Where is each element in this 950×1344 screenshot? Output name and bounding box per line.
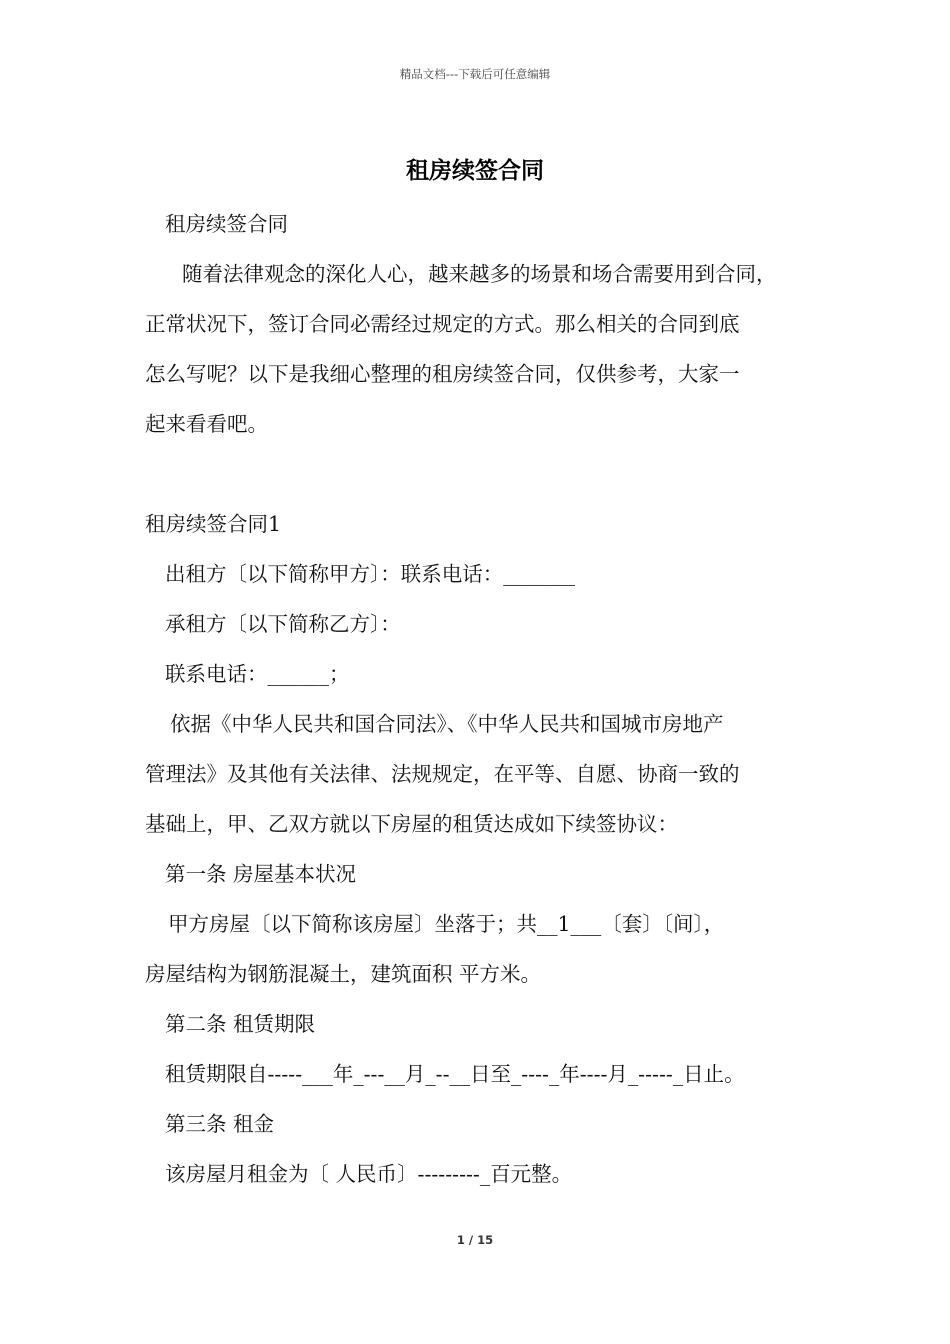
article-heading: 第一条 房屋基本状况 <box>165 862 357 886</box>
document-title: 租房续签合同 <box>406 158 544 184</box>
phone-line: 联系电话：______； <box>165 662 350 686</box>
paragraph-line: 怎么写呢？以下是我细心整理的租房续签合同，仅供参考，大家一 <box>145 362 740 386</box>
paragraph-line: 基础上，甲、乙双方就以下房屋的租赁达成如下续签协议： <box>145 812 678 836</box>
lease-term-line: 租赁期限自-----___年_---__月_--__日至_----_年----月_-----_日止。 <box>165 1062 745 1086</box>
paragraph-line: 起来看看吧。 <box>145 412 268 436</box>
paragraph-line: 管理法》及其他有关法律、法规规定，在平等、自愿、协商一致的 <box>145 762 740 786</box>
lessor-line: 出租方〔以下简称甲方〕：联系电话：_______ <box>165 562 575 586</box>
paragraph-line: 依据《中华人民共和国合同法》、《中华人民共和国城市房地产 <box>170 712 724 736</box>
subtitle-line: 租房续签合同 <box>165 212 288 236</box>
paragraph-line: 正常状况下，签订合同必需经过规定的方式。那么相关的合同到底 <box>145 312 740 336</box>
paragraph-line: 随着法律观念的深化人心，越来越多的场景和场合需要用到合同， <box>182 262 777 286</box>
page-number: 1 / 15 <box>456 1233 494 1247</box>
section-heading: 租房续签合同1 <box>145 512 282 536</box>
lessee-line: 承租方〔以下简称乙方〕： <box>165 612 401 636</box>
page-header: 精品文档---下载后可任意编辑 <box>399 67 551 81</box>
article-heading: 第三条 租金 <box>165 1112 275 1136</box>
article-heading: 第二条 租赁期限 <box>165 1012 316 1036</box>
rent-line: 该房屋月租金为〔 人民币〕---------_百元整。 <box>165 1162 573 1186</box>
paragraph-line: 甲方房屋〔以下简称该房屋〕坐落于；共__1___〔套〕〔间〕， <box>168 912 725 936</box>
paragraph-line: 房屋结构为钢筋混凝土，建筑面积 平方米。 <box>145 962 542 986</box>
